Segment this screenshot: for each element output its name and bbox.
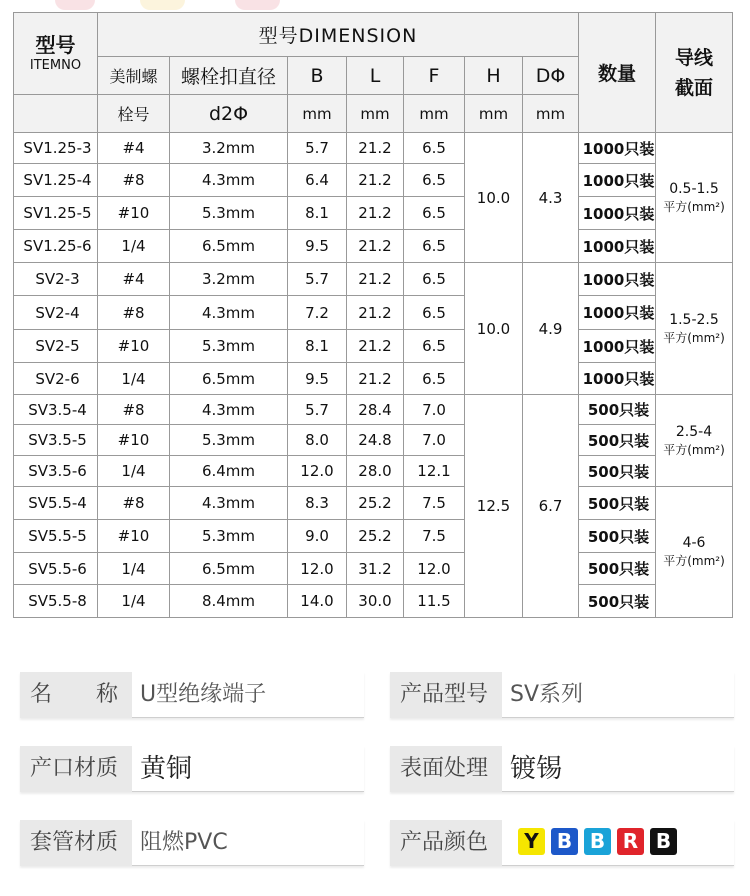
L-cell: 21.2 <box>347 296 404 330</box>
screw-cell: #8 <box>98 487 170 520</box>
L-cell: 21.2 <box>347 330 404 363</box>
screw-cell: #4 <box>98 133 170 164</box>
F-cell: 6.5 <box>404 263 465 296</box>
B-cell: 9.5 <box>288 230 347 263</box>
d2-cell: 5.3mm <box>170 197 288 230</box>
screw-cell: 1/4 <box>98 230 170 263</box>
qty-header: 数量 <box>579 13 656 133</box>
F-cell: 7.0 <box>404 425 465 456</box>
B-cell: 5.7 <box>288 395 347 425</box>
model-cell: SV2-3 <box>14 263 98 296</box>
B-cell: 8.3 <box>288 487 347 520</box>
table-row <box>14 425 733 456</box>
B-cell: 14.0 <box>288 585 347 618</box>
screw-cell: 1/4 <box>98 363 170 395</box>
wire-section-cell <box>656 487 733 618</box>
model-cell: SV5.5-5 <box>14 520 98 553</box>
model-cell: SV1.25-5 <box>14 197 98 230</box>
L-cell: 24.8 <box>347 425 404 456</box>
wire-unit: 平方(mm²) <box>663 442 725 457</box>
col-L-header: L <box>347 57 404 95</box>
qty-cell: 1000只装 <box>579 133 656 164</box>
qty-cell: 1000只装 <box>579 164 656 197</box>
screw-cell: 1/4 <box>98 585 170 618</box>
screw-cell: #8 <box>98 395 170 425</box>
info-surface-row <box>390 746 734 792</box>
wire-header: 导线截面 <box>656 13 733 133</box>
L-cell: 21.2 <box>347 263 404 296</box>
material-label: 产口材质 <box>20 746 132 792</box>
unit-H: mm <box>465 95 523 133</box>
B-cell: 9.5 <box>288 363 347 395</box>
color-swatch: Y <box>518 828 545 855</box>
qty-cell: 500只装 <box>579 520 656 553</box>
wire-unit: 平方(mm²) <box>663 554 725 568</box>
model-value: SV系列 <box>510 682 584 707</box>
B-cell: 6.4 <box>288 164 347 197</box>
unit-B: mm <box>288 95 347 133</box>
L-cell: 21.2 <box>347 230 404 263</box>
model-cell: SV1.25-4 <box>14 164 98 197</box>
F-cell: 6.5 <box>404 164 465 197</box>
d2-cell: 4.3mm <box>170 487 288 520</box>
F-cell: 7.5 <box>404 487 465 520</box>
B-cell: 12.0 <box>288 456 347 487</box>
qty-cell: 500只装 <box>579 585 656 618</box>
color-label: 产品颜色 <box>390 820 502 866</box>
color-swatch: B <box>551 828 578 855</box>
table-row <box>14 553 733 585</box>
color-swatches <box>510 820 683 866</box>
model-cell: SV5.5-8 <box>14 585 98 618</box>
unit-D: mm <box>523 95 579 133</box>
model-header-spacer <box>14 95 98 133</box>
F-cell: 6.5 <box>404 133 465 164</box>
col-B-header: B <box>288 57 347 95</box>
qty-cell: 1000只装 <box>579 363 656 395</box>
L-cell: 21.2 <box>347 164 404 197</box>
H-cell: 10.0 <box>465 133 523 263</box>
surface-value: 镀锡 <box>510 754 563 784</box>
d2-cell: 5.3mm <box>170 520 288 553</box>
table-row <box>14 263 733 296</box>
D-cell: 4.3 <box>523 133 579 263</box>
info-material-row <box>20 746 364 792</box>
dimension-header: 型号DIMENSION <box>98 13 579 57</box>
d2-cell: 8.4mm <box>170 585 288 618</box>
B-cell: 9.0 <box>288 520 347 553</box>
qty-cell: 500只装 <box>579 425 656 456</box>
qty-cell: 1000只装 <box>579 263 656 296</box>
material-value: 黄铜 <box>140 754 193 784</box>
H-cell: 12.5 <box>465 395 523 618</box>
sleeve-value: 阻燃PVC <box>140 830 228 855</box>
qty-cell: 500只装 <box>579 553 656 585</box>
L-cell: 31.2 <box>347 553 404 585</box>
table-row <box>14 296 733 330</box>
table-row <box>14 164 733 197</box>
qty-cell: 1000只装 <box>579 296 656 330</box>
model-cell: SV2-5 <box>14 330 98 363</box>
d2-cell: 4.3mm <box>170 395 288 425</box>
screw-cell: 1/4 <box>98 456 170 487</box>
L-cell: 28.4 <box>347 395 404 425</box>
d2-cell: 6.4mm <box>170 456 288 487</box>
F-cell: 7.0 <box>404 395 465 425</box>
col-H-header: H <box>465 57 523 95</box>
wire-section-cell <box>656 395 733 487</box>
info-name-row <box>20 672 364 718</box>
screw-cell: #8 <box>98 296 170 330</box>
L-cell: 25.2 <box>347 487 404 520</box>
L-cell: 25.2 <box>347 520 404 553</box>
d2-cell: 6.5mm <box>170 230 288 263</box>
table-row <box>14 330 733 363</box>
F-cell: 6.5 <box>404 330 465 363</box>
qty-cell: 500只装 <box>579 487 656 520</box>
screw-cell: #10 <box>98 425 170 456</box>
us-screw-header-2: 栓号 <box>98 95 170 133</box>
info-sleeve-row <box>20 820 364 866</box>
screw-cell: #10 <box>98 330 170 363</box>
wire-range: 0.5-1.5 <box>669 180 719 197</box>
us-screw-header: 美制螺 <box>98 57 170 95</box>
qty-cell: 1000只装 <box>579 230 656 263</box>
model-cell: SV2-4 <box>14 296 98 330</box>
D-cell: 4.9 <box>523 263 579 395</box>
H-cell: 10.0 <box>465 263 523 395</box>
d2-cell: 6.5mm <box>170 363 288 395</box>
unit-L: mm <box>347 95 404 133</box>
screw-cell: 1/4 <box>98 553 170 585</box>
L-cell: 21.2 <box>347 133 404 164</box>
B-cell: 8.0 <box>288 425 347 456</box>
spec-table <box>13 12 733 618</box>
model-cell: SV1.25-3 <box>14 133 98 164</box>
wire-section-cell <box>656 133 733 263</box>
d2-header: d2Φ <box>170 95 288 133</box>
model-cell: SV1.25-6 <box>14 230 98 263</box>
wire-range: 2.5-4 <box>675 423 713 440</box>
d2-cell: 6.5mm <box>170 553 288 585</box>
table-row <box>14 456 733 487</box>
d2-cell: 4.3mm <box>170 296 288 330</box>
d2-cell: 5.3mm <box>170 425 288 456</box>
color-swatch: R <box>617 828 644 855</box>
model-cell: SV5.5-4 <box>14 487 98 520</box>
d2-cell: 5.3mm <box>170 330 288 363</box>
info-model-row <box>390 672 734 718</box>
model-cell: SV2-6 <box>14 363 98 395</box>
L-cell: 21.2 <box>347 197 404 230</box>
B-cell: 7.2 <box>288 296 347 330</box>
col-D-header: DΦ <box>523 57 579 95</box>
model-header: 型号 ITEMNO <box>14 13 98 95</box>
wire-range: 1.5-2.5 <box>669 311 719 328</box>
F-cell: 6.5 <box>404 197 465 230</box>
wire-range: 4-6 <box>682 535 706 551</box>
d2-cell: 3.2mm <box>170 263 288 296</box>
table-row <box>14 363 733 395</box>
model-cell: SV5.5-6 <box>14 553 98 585</box>
F-cell: 6.5 <box>404 230 465 263</box>
table-row <box>14 487 733 520</box>
info-color-row <box>390 820 734 866</box>
sleeve-label: 套管材质 <box>20 820 132 866</box>
D-cell: 6.7 <box>523 395 579 618</box>
B-cell: 5.7 <box>288 133 347 164</box>
L-cell: 30.0 <box>347 585 404 618</box>
qty-cell: 500只装 <box>579 456 656 487</box>
F-cell: 6.5 <box>404 363 465 395</box>
qty-cell: 1000只装 <box>579 197 656 230</box>
bolt-diameter-header: 螺栓扣直径 <box>170 57 288 95</box>
L-cell: 28.0 <box>347 456 404 487</box>
wire-unit: 平方(mm²) <box>663 330 725 345</box>
screw-cell: #10 <box>98 520 170 553</box>
screw-cell: #10 <box>98 197 170 230</box>
B-cell: 5.7 <box>288 263 347 296</box>
B-cell: 8.1 <box>288 330 347 363</box>
table-row <box>14 585 733 618</box>
qty-cell: 1000只装 <box>579 330 656 363</box>
unit-F: mm <box>404 95 465 133</box>
color-swatch: B <box>650 828 677 855</box>
model-cell: SV3.5-5 <box>14 425 98 456</box>
d2-cell: 4.3mm <box>170 164 288 197</box>
d2-cell: 3.2mm <box>170 133 288 164</box>
model-cell: SV3.5-6 <box>14 456 98 487</box>
table-row <box>14 395 733 425</box>
top-decoration <box>0 0 750 12</box>
table-row <box>14 133 733 164</box>
name-value: U型绝缘端子 <box>140 682 267 707</box>
B-cell: 12.0 <box>288 553 347 585</box>
name-label: 名 称 <box>20 672 132 718</box>
table-row <box>14 197 733 230</box>
F-cell: 7.5 <box>404 520 465 553</box>
table-row <box>14 230 733 263</box>
L-cell: 21.2 <box>347 363 404 395</box>
color-swatch: B <box>584 828 611 855</box>
screw-cell: #4 <box>98 263 170 296</box>
B-cell: 8.1 <box>288 197 347 230</box>
wire-unit: 平方(mm²) <box>663 199 725 214</box>
surface-label: 表面处理 <box>390 746 502 792</box>
table-row <box>14 520 733 553</box>
col-F-header: F <box>404 57 465 95</box>
qty-cell: 500只装 <box>579 395 656 425</box>
F-cell: 12.1 <box>404 456 465 487</box>
model-label: 产品型号 <box>390 672 502 718</box>
F-cell: 6.5 <box>404 296 465 330</box>
F-cell: 11.5 <box>404 585 465 618</box>
screw-cell: #8 <box>98 164 170 197</box>
F-cell: 12.0 <box>404 553 465 585</box>
model-cell: SV3.5-4 <box>14 395 98 425</box>
wire-section-cell <box>656 263 733 395</box>
